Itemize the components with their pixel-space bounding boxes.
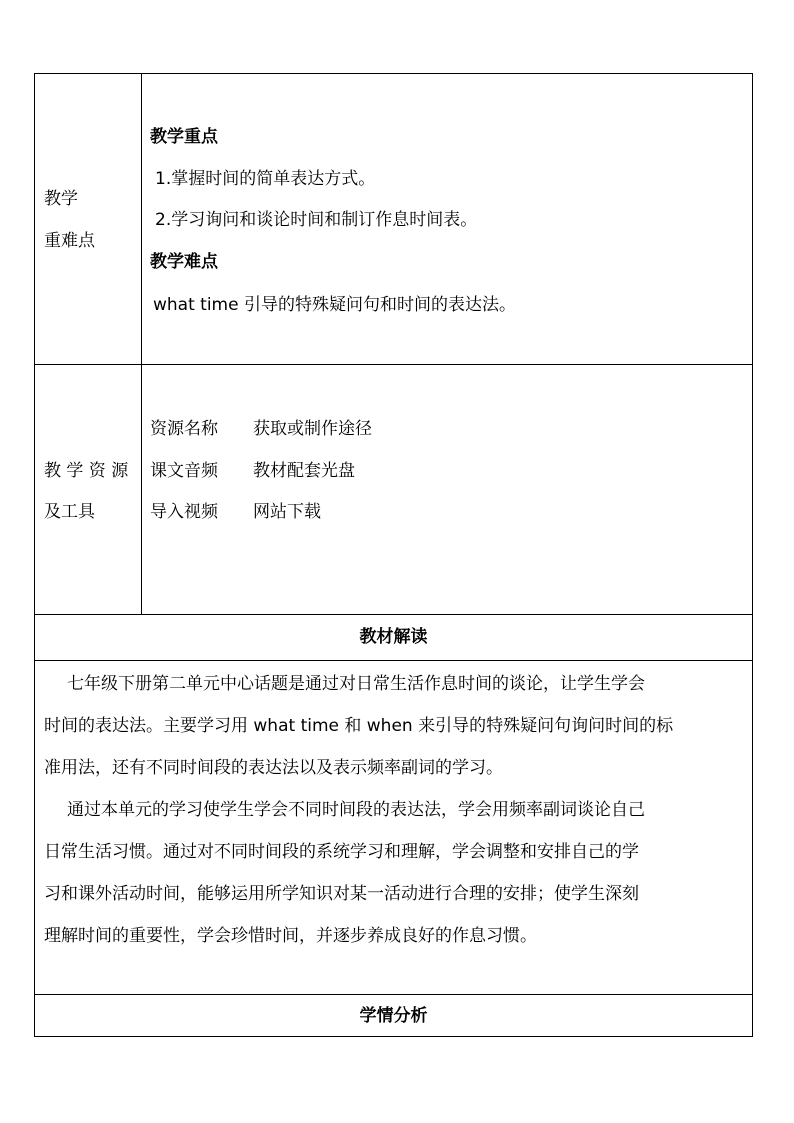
table-border-right <box>752 73 753 1037</box>
table-divider <box>34 994 753 995</box>
label-column-divider <box>141 73 142 615</box>
key-point-2: 2.学习询问和谈论时间和制订作息时间表。 <box>155 210 478 230</box>
difficulty-title: 教学难点 <box>150 252 218 272</box>
analysis-title: 学情分析 <box>359 1006 428 1026</box>
textbook-title: 教材解读 <box>359 627 428 647</box>
table-border-left <box>34 73 35 1037</box>
resource-source: 教材配套光盘 <box>253 461 355 481</box>
textbook-paragraph-line: 理解时间的重要性，学会珍惜时间，并逐步养成良好的作息习惯。 <box>44 926 537 946</box>
textbook-paragraph-line: 习和课外活动时间，能够运用所学知识对某一活动进行合理的安排；使学生深刻 <box>44 884 639 904</box>
focus-label-line2: 重难点 <box>44 231 95 251</box>
textbook-paragraph-line: 通过本单元的学习使学生学会不同时间段的表达法，学会用频率副词谈论自己 <box>67 800 645 820</box>
resources-label-line1: 教 学 资 源 <box>44 461 129 481</box>
textbook-paragraph-line: 准用法，还有不同时间段的表达法以及表示频率副词的学习。 <box>44 758 503 778</box>
table-border-bottom <box>34 1036 753 1037</box>
key-point-1: 1.掌握时间的简单表达方式。 <box>155 169 376 189</box>
resource-name: 课文音频 <box>150 461 218 481</box>
focus-label-line1: 教学 <box>44 189 78 209</box>
textbook-paragraph-line: 日常生活习惯。通过对不同时间段的系统学习和理解，学会调整和安排自己的学 <box>44 842 639 862</box>
resource-header-name: 资源名称 <box>150 419 218 439</box>
textbook-paragraph-line: 时间的表达法。主要学习用 what time 和 when 来引导的特殊疑问句询问时间的标 <box>44 716 674 736</box>
resources-label-line2: 及工具 <box>44 502 95 522</box>
resource-name: 导入视频 <box>150 502 218 522</box>
textbook-paragraph-line: 七年级下册第二单元中心话题是通过对日常生活作息时间的谈论，让学生学会 <box>67 674 645 694</box>
resource-header-source: 获取或制作途径 <box>253 419 372 439</box>
difficulty-text: what time 引导的特殊疑问句和时间的表达法。 <box>153 295 516 315</box>
resource-source: 网站下载 <box>253 502 321 522</box>
table-divider <box>34 660 753 661</box>
key-points-title: 教学重点 <box>150 127 218 147</box>
